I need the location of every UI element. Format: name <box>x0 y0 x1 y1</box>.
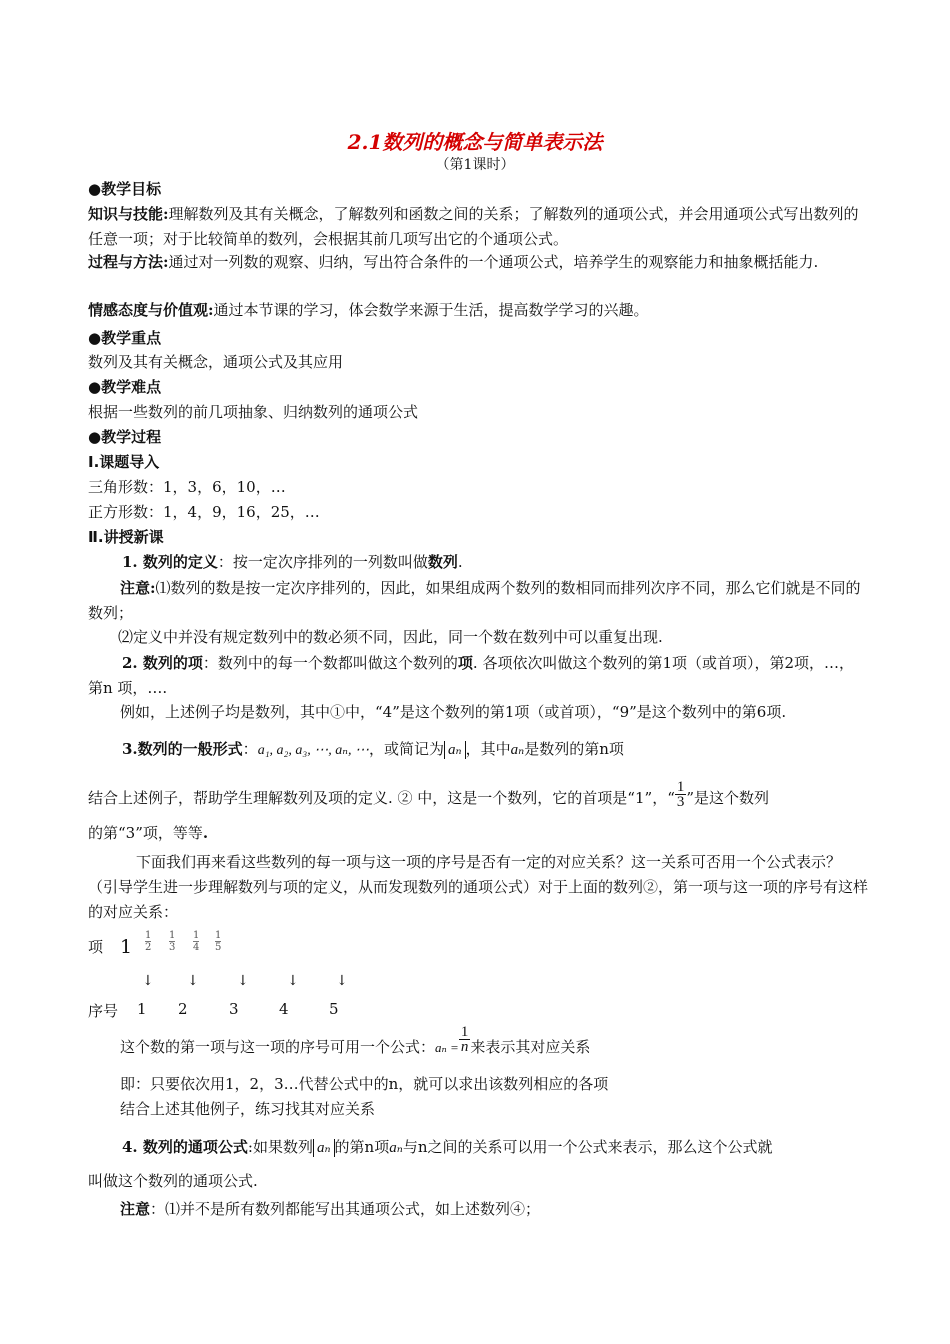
general-form-colon: ： <box>242 740 258 758</box>
item-text2: . 各项依次叫做这个数列的第1项（或首项），第2项，…，第n 项，…. <box>88 654 855 697</box>
goal-knowledge-label: 知识与技能: <box>88 205 169 223</box>
general-formula-text2: 的第n项 <box>334 1138 390 1156</box>
frac-den: 3 <box>676 793 685 810</box>
general-form-label: 3.数列的一般形式 <box>122 740 243 758</box>
fraction-one-third <box>675 780 687 809</box>
down-arrow-icon: ↓ <box>287 973 299 989</box>
item-example: 例如，上述例子均是数列，其中①中，“4”是这个数列的第1项（或首项），“9”是这个数列中的第6项. <box>120 703 787 721</box>
table-frac-1-num: 1 <box>145 930 152 941</box>
goal-process-label: 过程与方法: <box>88 253 169 271</box>
goal-process <box>88 250 868 275</box>
triangle-numbers: 三角形数：1，3，6，10，… <box>88 478 286 496</box>
page-title: 2.1数列的概念与简单表示法 <box>347 130 603 154</box>
table-frac-2-den: 3 <box>169 942 176 953</box>
square-numbers: 正方形数：1，4，9，16，25，… <box>88 503 320 521</box>
formula-line <box>120 1023 591 1057</box>
definition-text: ：按一定次序排列的一列数叫做 <box>217 553 428 571</box>
table-frac-1-den: 2 <box>145 942 152 953</box>
note-last-line <box>120 1198 540 1219</box>
definition-bold: 数列 <box>427 553 458 571</box>
combine-text1: 结合上述例子，帮助学生理解数列及项的定义. ② 中，这是一个数列，它的首项是“1”，“ <box>88 789 675 807</box>
table-frac-4 <box>215 930 221 953</box>
general-formula-an: aₙ <box>389 1140 403 1156</box>
goal-knowledge-text: 理解数列及其有关概念，了解数列和函数之间的关系；了解数列的通项公式，并会用通项公式写出数列的任意一项；对于比较简单的数列，会根据其前几项写出它的个通项公式。 <box>88 205 859 248</box>
combine-line2-dot: . <box>202 824 209 842</box>
definition-line <box>122 551 463 572</box>
combine-text2: ”是这个数列 <box>686 789 770 807</box>
formula-lhs: aₙ = <box>435 1040 459 1055</box>
note-last-label: 注意 <box>120 1200 151 1218</box>
definition-note1 <box>88 576 868 626</box>
item-bold: 项 <box>457 654 473 672</box>
goal-process-text: 通过对一列数的观察、归纳，写出符合条件的一个通项公式，培养学生的观察能力和抽象概括能力. <box>168 253 819 271</box>
section-heading-key: ●教学重点 <box>88 329 162 347</box>
general-form-line <box>122 738 624 759</box>
table-first-term: 1 <box>120 936 133 958</box>
general-formula-text3: 与n之间的关系可以用一个公式来表示，那么这个公式就 <box>402 1138 773 1156</box>
down-arrow-icon: ↓ <box>336 973 348 989</box>
definition-label: 1. 数列的定义 <box>122 553 218 571</box>
table-frac-3-den: 4 <box>193 942 200 953</box>
formula-fraction <box>459 1025 471 1054</box>
goal-knowledge <box>88 202 868 252</box>
sequence-notation: aₙ <box>313 1139 335 1157</box>
goal-emotion-label: 情感态度与价值观: <box>88 301 214 319</box>
table-index: 2 <box>178 1000 188 1018</box>
next-paragraph: 下面我们再来看这些数列的每一项与这一项的序号是否有一定的对应关系？这一关系可否用一个公式表示？（引导学生进一步理解数列与项的定义，从而发现数列的通项公式）对于上面的数列②，第一项与这一项的序号有这样的对应关系： <box>88 853 869 921</box>
section-heading-goals: ●教学目标 <box>88 180 162 198</box>
combine-line1 <box>88 778 770 810</box>
combine-line2-text: 的第“3”项，等等 <box>88 824 203 842</box>
table-frac-3 <box>193 930 199 953</box>
page-subtitle: （第1课时） <box>435 157 515 173</box>
table-frac-4-den: 5 <box>215 942 222 953</box>
general-form-mid: ，或简记为 <box>368 740 444 758</box>
table-item-label: 项 <box>88 938 104 956</box>
part1-heading: Ⅰ.课题导入 <box>88 453 160 471</box>
namely-line: 即：只要依次用1，2，3…代替公式中的n，就可以求出该数列相应的各项 <box>120 1075 609 1093</box>
note1-text: ⑴数列的数是按一定次序排列的，因此，如果组成两个数列的数相同而排列次序不同，那么它们就是不同的数列； <box>88 579 861 622</box>
table-index: 1 <box>137 1000 147 1018</box>
goal-emotion-text: 通过本节课的学习，体会数学来源于生活，提高数学学习的兴趣。 <box>213 301 649 319</box>
general-formula-label: 4. 数列的通项公式 <box>122 1138 248 1156</box>
general-formula-line <box>122 1136 772 1157</box>
down-arrow-icon: ↓ <box>187 973 199 989</box>
table-frac-2 <box>169 930 175 953</box>
sequence-notation: aₙ <box>444 741 466 759</box>
table-index: 5 <box>329 1000 339 1018</box>
general-form-mid2: ，其中 <box>465 740 511 758</box>
item-definition <box>88 651 868 701</box>
table-index: 3 <box>229 1000 239 1018</box>
down-arrow-icon: ↓ <box>142 973 154 989</box>
item-text1: ：数列中的每一个数都叫做这个数列的 <box>202 654 458 672</box>
goal-emotion <box>88 298 868 323</box>
general-form-an: aₙ <box>510 742 525 758</box>
section-heading-difficulty: ●教学难点 <box>88 378 162 396</box>
general-form-tail: 是数列的第n项 <box>524 740 624 758</box>
table-index: 4 <box>279 1000 289 1018</box>
formula-num: 1 <box>460 1023 469 1040</box>
table-frac-3-num: 1 <box>193 930 200 941</box>
frac-num: 1 <box>676 778 685 795</box>
general-formula-line2: 叫做这个数列的通项公式. <box>88 1172 258 1190</box>
note-label: 注意: <box>120 579 156 597</box>
item-label: 2. 数列的项 <box>122 654 203 672</box>
table-frac-4-num: 1 <box>215 930 222 941</box>
note-last-text: ：⑴并不是所有数列都能写出其通项公式，如上述数列④； <box>150 1200 541 1218</box>
table-frac-1 <box>145 930 151 953</box>
section-heading-process: ●教学过程 <box>88 428 162 446</box>
combine-line2 <box>88 822 208 843</box>
general-formula-text1: :如果数列 <box>247 1138 313 1156</box>
formula-den: n <box>460 1038 469 1055</box>
table-index-label: 序号 <box>88 1002 119 1020</box>
table-frac-2-num: 1 <box>169 930 176 941</box>
formula-text2: 来表示其对应关系 <box>470 1038 591 1056</box>
definition-end: . <box>457 553 463 571</box>
down-arrow-icon: ↓ <box>237 973 249 989</box>
formula-text1: 这个数的第一项与这一项的序号可用一个公式： <box>120 1038 436 1056</box>
difficulty-text: 根据一些数列的前几项抽象、归纳数列的通项公式 <box>88 403 419 421</box>
general-form-terms: a₁, a₂, a₃, ⋯, aₙ, ⋯ <box>257 743 369 758</box>
definition-note2: ⑵定义中并没有规定数列中的数必须不同，因此，同一个数在数列中可以重复出现. <box>118 628 663 646</box>
key-text: 数列及其有关概念，通项公式及其应用 <box>88 353 344 371</box>
practice-line: 结合上述其他例子，练习找其对应关系 <box>120 1100 376 1118</box>
part2-heading: Ⅱ.讲授新课 <box>88 528 164 546</box>
